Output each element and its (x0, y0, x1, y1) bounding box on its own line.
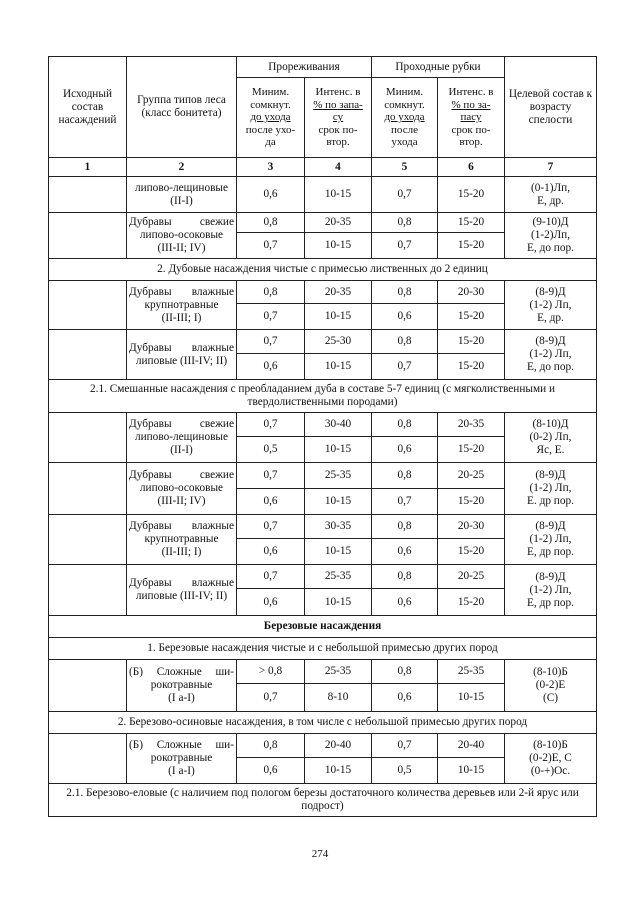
value-cell: 15-20 (438, 330, 505, 354)
header-intensity-thin: Интенс. в % по запа- су срок по- втор. (305, 78, 372, 158)
value-cell: 0,7 (372, 734, 438, 758)
value-cell: 20-35 (438, 413, 505, 437)
value-cell: 20-35 (305, 213, 372, 233)
value-cell: 8-10 (305, 684, 372, 712)
column-number: 4 (305, 158, 372, 177)
value-cell: 0,6 (237, 589, 305, 616)
value-cell: 10-15 (305, 589, 372, 616)
target-cell: (8-10)Д (0-2) Лп, Яс, Е. (505, 413, 597, 463)
value-cell: 0,8 (237, 213, 305, 233)
value-cell: 20-25 (438, 565, 505, 589)
value-cell: 0,7 (372, 177, 438, 213)
target-cell: (8-9)Д (1-2) Лп, Е. др пор. (505, 463, 597, 515)
value-cell: 0,8 (372, 330, 438, 354)
value-cell: 0,7 (372, 489, 438, 515)
value-cell: 10-15 (305, 437, 372, 463)
value-cell: 10-15 (305, 539, 372, 565)
column-number: 1 (49, 158, 127, 177)
target-cell: (8-10)Б (0-2)Е (С) (505, 660, 597, 712)
section-heading: 1. Березовые насаждения чистые и с небольшой примесью других пород (49, 638, 597, 660)
forest-care-table (48, 56, 597, 817)
value-cell: 0,7 (237, 233, 305, 259)
value-cell: 0,8 (372, 565, 438, 589)
section-heading: 2.1. Березово-еловые (с наличием под пологом березы достаточного количества деревьев или 2-й ярус или подрост) (49, 784, 597, 817)
forest-type-cell: (Б) Сложные ши- рокотравные (I а-I) (127, 660, 237, 712)
value-cell: 15-20 (438, 354, 505, 380)
source-cell (49, 660, 127, 712)
value-cell: 0,8 (237, 734, 305, 758)
column-number: 3 (237, 158, 305, 177)
section-heading: 2. Березово-осиновые насаждения, в том числе с небольшой примесью других пород (49, 712, 597, 734)
source-cell (49, 281, 127, 330)
value-cell: 0,8 (372, 213, 438, 233)
table-row (49, 213, 597, 233)
target-cell: (8-9)Д (1-2) Лп, Е, др пор. (505, 565, 597, 616)
value-cell: 0,7 (237, 330, 305, 354)
forest-type-cell: Дубравы влажные крупнотравные (II-III; I) (127, 515, 237, 565)
value-cell: 15-20 (438, 177, 505, 213)
value-cell: 10-15 (305, 177, 372, 213)
table-row (49, 177, 597, 213)
value-cell: 25-35 (305, 463, 372, 489)
forest-type-cell: Дубравы свежие липово-осоковые (III-II; IV) (127, 213, 237, 259)
value-cell: 0,6 (372, 684, 438, 712)
source-cell (49, 413, 127, 463)
value-cell: 0,7 (237, 463, 305, 489)
value-cell: 0,7 (372, 233, 438, 259)
forest-type-cell: Дубравы влажные липовые (III-IV; II) (127, 565, 237, 616)
section-heading: 2.1. Смешанные насаждения с преобладанием дуба в составе 5-7 единиц (с мягколиственными и твердолиственными породами) (49, 380, 597, 413)
value-cell: 10-15 (305, 304, 372, 330)
value-cell: 10-15 (438, 758, 505, 784)
value-cell: 0,7 (237, 565, 305, 589)
value-cell: 15-20 (438, 589, 505, 616)
column-number: 5 (372, 158, 438, 177)
column-number: 2 (127, 158, 237, 177)
forest-type-cell: Дубравы свежие липово-осоковые (III-II; IV) (127, 463, 237, 515)
column-number: 6 (438, 158, 505, 177)
value-cell: 0,7 (237, 684, 305, 712)
target-cell: (8-9)Д (1-2) Лп, Е, др. (505, 281, 597, 330)
target-cell: (0-1)Лп, Е, др. (505, 177, 597, 213)
table-row (49, 515, 597, 539)
value-cell: 0,8 (237, 281, 305, 304)
value-cell: 10-15 (305, 233, 372, 259)
source-cell (49, 213, 127, 259)
source-cell (49, 515, 127, 565)
value-cell: 15-20 (438, 539, 505, 565)
forest-type-cell: Дубравы влажные крупнотравные (II-III; I) (127, 281, 237, 330)
value-cell: 0,8 (372, 413, 438, 437)
value-cell: 0,6 (237, 758, 305, 784)
target-cell: (9-10)Д (1-2)Лп, Е, до пор. (505, 213, 597, 259)
target-cell: (8-10)Б (0-2)Е, С (0-+)Ос. (505, 734, 597, 784)
table-row (49, 330, 597, 354)
value-cell: 25-35 (305, 565, 372, 589)
table-row (49, 734, 597, 758)
column-number: 7 (505, 158, 597, 177)
forest-type-cell: липово-лещиновые (II-I) (127, 177, 237, 213)
value-cell: 0,8 (372, 281, 438, 304)
value-cell: 0,6 (372, 304, 438, 330)
value-cell: 15-20 (438, 489, 505, 515)
value-cell: 0,5 (372, 758, 438, 784)
section-title: Березовые насаждения (49, 616, 597, 638)
source-cell (49, 565, 127, 616)
table-row (49, 413, 597, 437)
page-number: 274 (311, 848, 329, 860)
header-target-composition: Целевой состав к возрасту спелости (505, 57, 597, 158)
value-cell: 20-25 (438, 463, 505, 489)
value-cell: 10-15 (305, 489, 372, 515)
value-cell: 0,6 (237, 354, 305, 380)
value-cell: 0,8 (372, 660, 438, 684)
header-min-density-thin: Миним. сомкнут. до ухода после ухо- да (237, 78, 305, 158)
header-passing-cuttings: Проходные рубки (372, 57, 505, 78)
value-cell: 15-20 (438, 437, 505, 463)
value-cell: 0,6 (237, 177, 305, 213)
value-cell: 0,8 (372, 463, 438, 489)
value-cell: 30-35 (305, 515, 372, 539)
value-cell: 0,6 (372, 437, 438, 463)
value-cell: 0,7 (237, 304, 305, 330)
header-forest-type-group: Группа типов леса (класс бонитета) (127, 57, 237, 158)
forest-type-cell: Дубравы свежие липово-лещиновые (II-I) (127, 413, 237, 463)
target-cell: (8-9)Д (1-2) Лп, Е, др пор. (505, 515, 597, 565)
value-cell: 20-40 (438, 734, 505, 758)
value-cell: > 0,8 (237, 660, 305, 684)
value-cell: 20-30 (438, 281, 505, 304)
value-cell: 25-35 (305, 660, 372, 684)
header-min-density-pass: Миним. сомкнут. до ухода после ухода (372, 78, 438, 158)
value-cell: 0,7 (237, 413, 305, 437)
value-cell: 0,6 (372, 539, 438, 565)
value-cell: 10-15 (305, 354, 372, 380)
header-source-composition: Исходный состав насаждений (49, 57, 127, 158)
header-intensity-pass: Интенс. в % по за- пасу срок по- втор. (438, 78, 505, 158)
forest-type-cell: Дубравы влажные липовые (III-IV; II) (127, 330, 237, 380)
value-cell: 0,6 (237, 539, 305, 565)
source-cell (49, 734, 127, 784)
value-cell: 0,8 (372, 515, 438, 539)
forest-type-cell: (Б) Сложные ши- рокотравные (I а-I) (127, 734, 237, 784)
value-cell: 15-20 (438, 304, 505, 330)
table-row (49, 463, 597, 489)
value-cell: 0,6 (372, 589, 438, 616)
value-cell: 0,7 (237, 515, 305, 539)
source-cell (49, 463, 127, 515)
value-cell: 25-30 (305, 330, 372, 354)
value-cell: 0,7 (372, 354, 438, 380)
table-row (49, 565, 597, 589)
header-thinning: Прореживания (237, 57, 372, 78)
value-cell: 0,6 (237, 489, 305, 515)
value-cell: 20-40 (305, 734, 372, 758)
value-cell: 10-15 (305, 758, 372, 784)
value-cell: 30-40 (305, 413, 372, 437)
target-cell: (8-9)Д (1-2) Лп, Е, до пор. (505, 330, 597, 380)
source-cell (49, 177, 127, 213)
table-row (49, 660, 597, 684)
value-cell: 25-35 (438, 660, 505, 684)
value-cell: 15-20 (438, 213, 505, 233)
value-cell: 0,5 (237, 437, 305, 463)
value-cell: 20-30 (438, 515, 505, 539)
table-row (49, 281, 597, 304)
value-cell: 10-15 (438, 684, 505, 712)
value-cell: 15-20 (438, 233, 505, 259)
source-cell (49, 330, 127, 380)
section-heading: 2. Дубовые насаждения чистые с примесью лиственных до 2 единиц (49, 259, 597, 281)
value-cell: 20-35 (305, 281, 372, 304)
